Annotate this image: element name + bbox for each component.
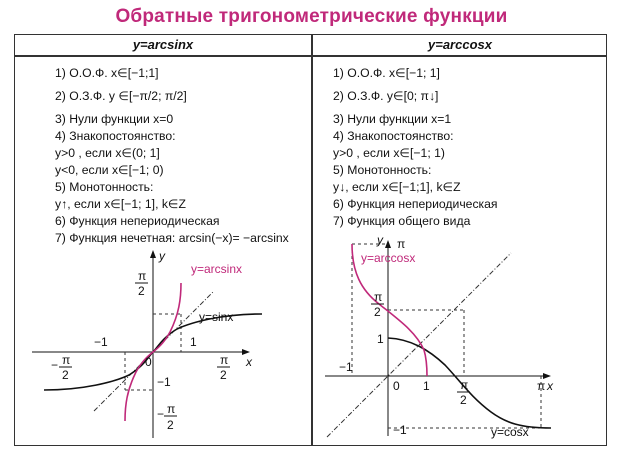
arcsin-pi-right: π	[220, 353, 229, 367]
arcsin-x-label: x	[246, 355, 252, 369]
arcsin-zeros: 3) Нули функции x=0	[55, 112, 174, 126]
arcsin-minus-left: −	[51, 358, 59, 372]
arccos-zero-label: 0	[393, 379, 400, 393]
arcsin-minus-bottom: −	[157, 407, 165, 421]
arcsin-sign-negative: y<0, если x∈[−1; 0)	[55, 163, 164, 177]
arccos-periodicity: 6) Функция непериодическая	[333, 197, 498, 211]
arccos-monotonic: y↓, если x∈[−1;1], k∈Z	[333, 180, 461, 194]
arcsin-pi-top: π	[138, 269, 147, 283]
arcsin-domain: 1) О.О.Ф. x∈[−1;1]	[55, 66, 159, 80]
arcsin-periodicity: 6) Функция непериодическая	[55, 214, 220, 228]
arcsin-y-minus1: −1	[157, 375, 171, 389]
arccos-parity: 7) Функция общего вида	[333, 214, 471, 228]
arcsin-pi-bottom: π	[167, 402, 176, 416]
arcsin-two-top: 2	[138, 284, 145, 298]
arcsin-sign-positive: y>0 , если x∈(0; 1]	[55, 146, 160, 160]
arcsin-pi-left: π	[62, 353, 71, 367]
cos-curve-label: y=cosx	[491, 425, 529, 439]
arccos-curve-label: y=arccosx	[361, 251, 416, 265]
arcsin-properties	[55, 65, 289, 247]
arccos-two-half: 2	[460, 393, 467, 407]
arccos-pi-top: π	[397, 237, 406, 251]
arccos-y-label: y	[377, 233, 383, 247]
page-title: Обратные тригонометрические функции	[115, 6, 508, 27]
arccos-one-label: 1	[423, 379, 430, 393]
header-divider	[15, 55, 606, 57]
arccos-y-minus1: −1	[393, 423, 407, 437]
arccos-pi-right: π	[537, 379, 546, 393]
arcsin-two-left: 2	[62, 368, 69, 382]
arccos-properties	[333, 65, 498, 230]
arccos-header: y=arccosx	[428, 37, 492, 52]
arccos-domain: 1) О.О.Ф. x∈[−1; 1]	[333, 66, 440, 80]
arcsin-monotonic: y↑, если x∈[−1; 1], k∈Z	[55, 197, 186, 211]
arccos-minus1-label: −1	[339, 360, 353, 374]
arcsin-one-label: 1	[190, 335, 197, 349]
arccos-two-over: 2	[374, 305, 381, 319]
arcsin-parity: 7) Функция нечетная: arcsin(−x)= −arcsinx	[55, 231, 289, 245]
arccos-range: 2) О.З.Ф. y∈[0; π↓]	[333, 89, 439, 103]
arcsin-zero-label: 0	[145, 355, 152, 369]
sin-curve-label: y=sinx	[199, 310, 234, 324]
arccos-zeros: 3) Нули функции x=1	[333, 112, 452, 126]
arcsin-graph	[14, 240, 310, 440]
arccos-monotonic-title: 5) Монотонность:	[333, 163, 432, 177]
arcsin-y-arrow	[150, 250, 156, 258]
arcsin-y-label: y	[159, 249, 165, 263]
arcsin-header: y=arcsinx	[132, 37, 194, 52]
arccos-sign-positive: y>0 , если x∈[−1; 1)	[333, 146, 445, 160]
arcsin-two-right: 2	[220, 368, 227, 382]
arcsin-minus1-label: −1	[94, 335, 108, 349]
arccos-pi-over: π	[374, 290, 383, 304]
arccos-one-axis: 1	[377, 332, 384, 346]
arccos-line-y-equals-x	[327, 253, 511, 437]
arcsin-range: 2) О.З.Ф. y ∈[−π/2; π/2]	[55, 89, 187, 103]
arcsin-curve-label: y=arcsinx	[191, 262, 243, 276]
arccos-graph	[311, 232, 607, 440]
arccos-sign-title: 4) Знакопостоянство:	[333, 129, 454, 143]
arccos-x-label: x	[547, 379, 553, 393]
arcsin-two-bottom: 2	[167, 418, 174, 432]
arcsin-sign-title: 4) Знакопостоянство:	[55, 129, 176, 143]
arccos-pi-half: π	[460, 378, 469, 392]
arcsin-monotonic-title: 5) Монотонность:	[55, 180, 154, 194]
